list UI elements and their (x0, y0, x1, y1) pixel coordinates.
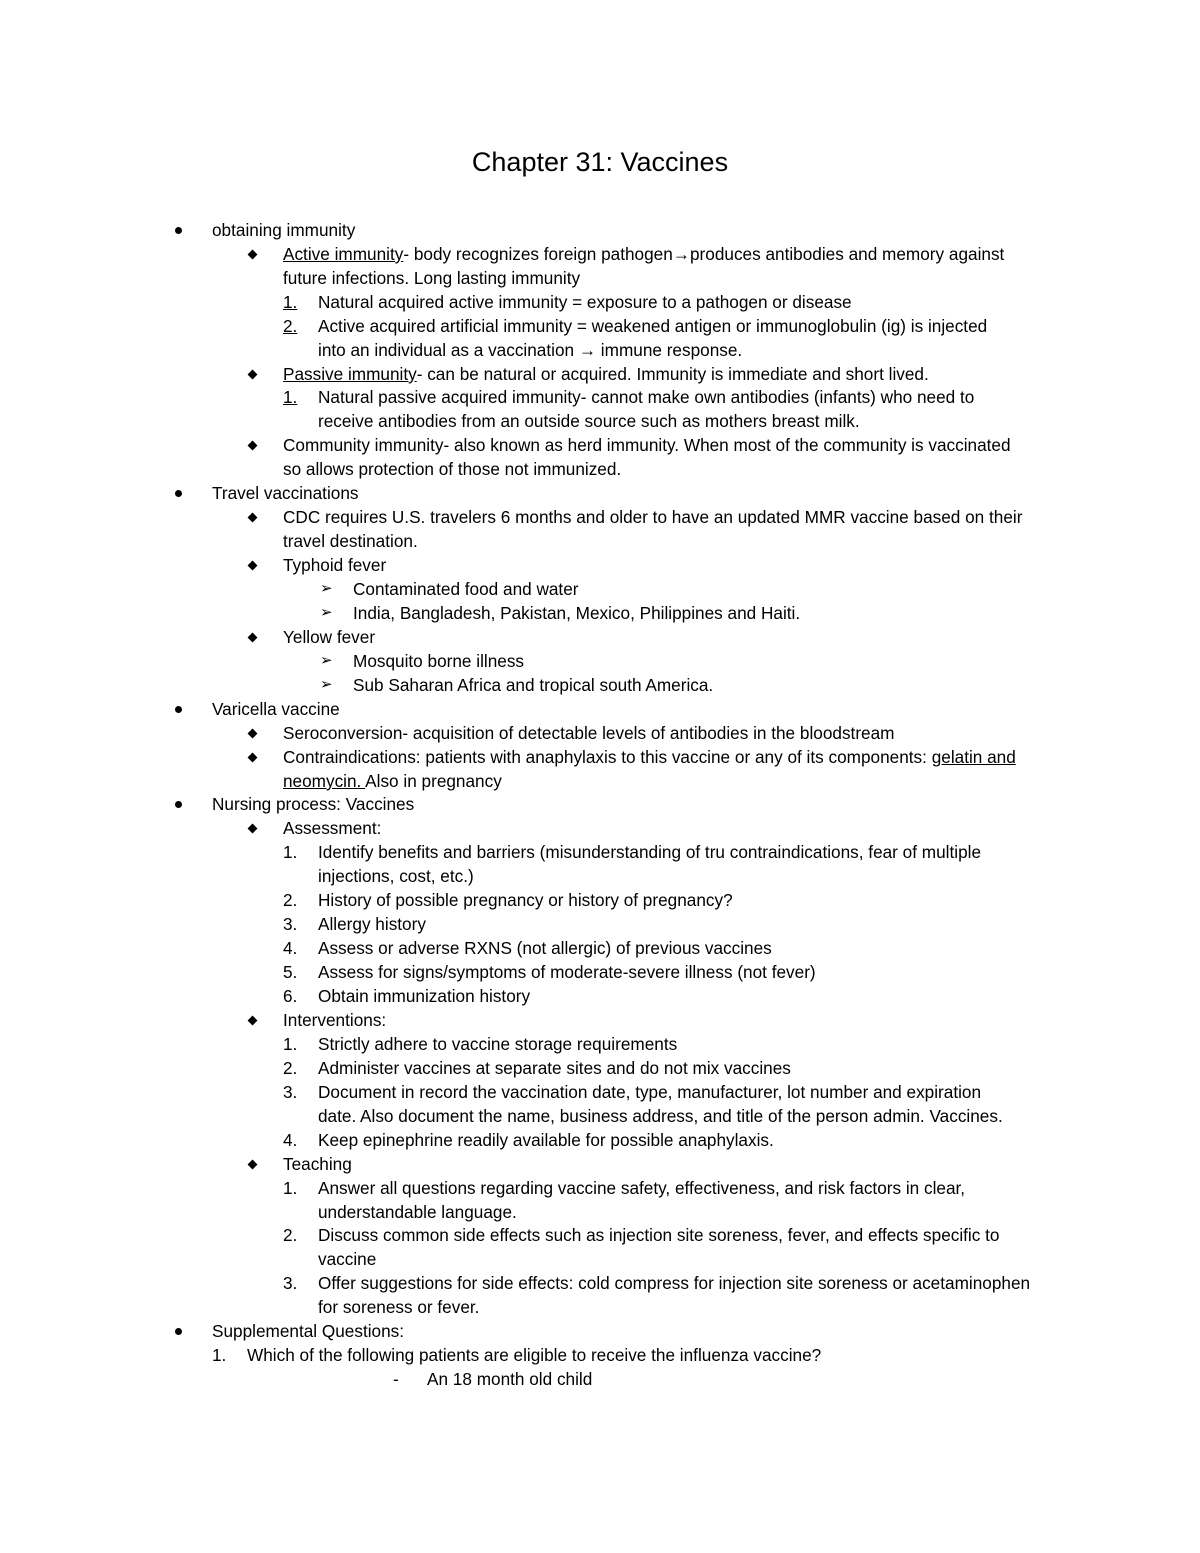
list-marker (212, 1343, 246, 1367)
underlined-text: Passive immunity (283, 364, 417, 384)
text-run: receive antibodies from an outside source such as mothers breast milk. (318, 411, 860, 431)
list-marker (283, 1128, 317, 1152)
text-run: travel destination. (283, 531, 418, 551)
text-line (353, 673, 713, 697)
list-number: 1. (283, 842, 298, 862)
bullet-icon (175, 227, 182, 234)
text-run: An 18 month old child (427, 1369, 593, 1389)
arrow-symbol: → (672, 244, 690, 264)
text-line (212, 218, 355, 242)
text-run: Teaching (283, 1154, 352, 1174)
list-marker (283, 1223, 317, 1247)
text-line (318, 1200, 517, 1224)
text-run: Allergy history (318, 914, 426, 934)
text-line (318, 1176, 965, 1200)
diamond-bullet-icon (248, 824, 258, 834)
text-line (318, 1104, 1003, 1128)
text-run: History of possible pregnancy or history of pregnancy? (318, 890, 733, 910)
list-marker (283, 888, 317, 912)
text-line (353, 649, 524, 673)
text-run: Typhoid fever (283, 555, 387, 575)
list-number: 3. (283, 1273, 298, 1293)
bullet-icon (175, 801, 182, 808)
text-line (318, 338, 742, 362)
list-marker (283, 936, 317, 960)
underlined-text: gelatin and (931, 747, 1016, 767)
text-run: Natural passive acquired immunity- cannot make own antibodies (infants) who need to (318, 387, 975, 407)
text-line (283, 745, 1016, 769)
text-run: Active acquired artificial immunity = weakened antigen or immunoglobulin (ig) is injected (318, 316, 988, 336)
text-line (283, 553, 386, 577)
text-line (318, 409, 860, 433)
text-run: Contaminated food and water (353, 579, 579, 599)
text-line (212, 792, 414, 816)
text-run: Contraindications: patients with anaphylaxis to this vaccine or any of its components: (283, 747, 932, 767)
bullet-icon (175, 1328, 182, 1335)
list-marker (283, 385, 317, 409)
dash-marker: - (393, 1369, 399, 1389)
text-line (318, 840, 981, 864)
text-line (212, 697, 340, 721)
arrow-symbol: → (578, 340, 597, 360)
text-run: Nursing process: Vaccines (212, 794, 415, 814)
diamond-bullet-icon (248, 729, 258, 739)
text-line (318, 864, 474, 888)
text-run: Sub Saharan Africa and tropical south America. (353, 675, 714, 695)
underlined-text: Active immunity (283, 244, 404, 264)
bullet-icon (175, 706, 182, 713)
list-number: 1. (212, 1345, 227, 1365)
text-run: Supplemental Questions: (212, 1321, 405, 1341)
text-run: into an individual as a vaccination (318, 340, 579, 360)
list-marker (283, 1032, 317, 1056)
underlined-text: neomycin. (283, 771, 366, 791)
list-marker (283, 840, 317, 864)
text-run: produces antibodies and memory against (689, 244, 1005, 264)
text-line (283, 266, 580, 290)
diamond-bullet-icon (248, 513, 258, 523)
text-line (318, 984, 530, 1008)
list-number: 5. (283, 962, 298, 982)
text-line (283, 433, 1011, 457)
diamond-bullet-icon (248, 633, 258, 643)
text-run: Yellow fever (283, 627, 376, 647)
list-number: 2. (283, 316, 298, 336)
text-run: Mosquito borne illness (353, 651, 525, 671)
text-line (318, 1295, 479, 1319)
diamond-bullet-icon (248, 561, 258, 571)
list-number: 3. (283, 914, 298, 934)
text-line (318, 1223, 999, 1247)
list-number: 3. (283, 1082, 298, 1102)
text-line (283, 242, 1004, 266)
text-line (283, 769, 502, 793)
text-run: Obtain immunization history (318, 986, 531, 1006)
text-line (283, 505, 1022, 529)
list-number: 1. (283, 1034, 298, 1054)
list-marker (283, 314, 317, 338)
text-run: Assessment: (283, 818, 382, 838)
text-run: Keep epinephrine readily available for possible anaphylaxis. (318, 1130, 774, 1150)
text-run: date. Also document the name, business address, and title of the person admin. Vaccines. (318, 1106, 1003, 1126)
text-run: for soreness or fever. (318, 1297, 480, 1317)
list-marker (283, 912, 317, 936)
text-run: obtaining immunity (212, 220, 356, 240)
diamond-bullet-icon (248, 1160, 258, 1170)
text-line (283, 816, 381, 840)
text-run: - can be natural or acquired. Immunity is immediate and short lived. (416, 364, 929, 384)
list-number: 2. (283, 890, 298, 910)
text-line (283, 1152, 352, 1176)
text-line (353, 601, 800, 625)
text-line (283, 1008, 386, 1032)
arrow-bullet-icon: ➢ (320, 652, 333, 669)
text-line (318, 936, 772, 960)
text-run: Interventions: (283, 1010, 387, 1030)
text-run: India, Bangladesh, Pakistan, Mexico, Philippines and Haiti. (353, 603, 801, 623)
diamond-bullet-icon (248, 441, 258, 451)
list-number: 6. (283, 986, 298, 1006)
text-line (353, 577, 579, 601)
page-title: Chapter 31: Vaccines (471, 147, 729, 177)
text-line (283, 721, 894, 745)
text-run: Also in pregnancy (365, 771, 502, 791)
text-run: Seroconversion- acquisition of detectable levels of antibodies in the bloodstream (283, 723, 895, 743)
text-run: Administer vaccines at separate sites and do not mix vaccines (318, 1058, 791, 1078)
text-run: Community immunity- also known as herd immunity. When most of the community is vaccinated (283, 435, 1011, 455)
text-line (318, 1056, 791, 1080)
arrow-bullet-icon: ➢ (320, 604, 333, 621)
list-number: 4. (283, 1130, 298, 1150)
text-run: Assess for signs/symptoms of moderate-severe illness (not fever) (318, 962, 816, 982)
text-line (318, 1128, 774, 1152)
list-marker (283, 1271, 317, 1295)
text-line (283, 457, 621, 481)
text-run: Answer all questions regarding vaccine safety, effectiveness, and risk factors in clear, (318, 1178, 966, 1198)
text-line (427, 1367, 592, 1391)
text-run: Varicella vaccine (212, 699, 340, 719)
list-marker (283, 290, 317, 314)
list-marker (283, 960, 317, 984)
text-run: understandable language. (318, 1202, 517, 1222)
text-line (318, 314, 987, 338)
diamond-bullet-icon (248, 1016, 258, 1026)
list-number: 1. (283, 292, 298, 312)
text-run: - body recognizes foreign pathogen (403, 244, 673, 264)
text-run: vaccine (318, 1249, 377, 1269)
text-line (283, 625, 375, 649)
text-run: Travel vaccinations (212, 483, 359, 503)
diamond-bullet-icon (248, 250, 258, 260)
text-run: injections, cost, etc.) (318, 866, 474, 886)
list-marker (283, 984, 317, 1008)
text-line (283, 529, 418, 553)
text-line (318, 1080, 981, 1104)
text-run: Assess or adverse RXNS (not allergic) of previous vaccines (318, 938, 772, 958)
text-line (318, 1247, 376, 1271)
list-number: 1. (283, 1178, 298, 1198)
text-run: Identify benefits and barriers (misunderstanding of tru contraindications, fear of multiple (318, 842, 982, 862)
text-run: Strictly adhere to vaccine storage requirements (318, 1034, 678, 1054)
list-number: 1. (283, 387, 298, 407)
list-number: 2. (283, 1225, 298, 1245)
text-line (247, 1343, 821, 1367)
text-run: CDC requires U.S. travelers 6 months and older to have an updated MMR vaccine based on their (283, 507, 1023, 527)
text-run: Document in record the vaccination date, type, manufacturer, lot number and expiration (318, 1082, 982, 1102)
text-line (318, 1032, 677, 1056)
list-marker (393, 1367, 427, 1391)
list-marker (283, 1176, 317, 1200)
bullet-icon (175, 490, 182, 497)
text-line (318, 960, 816, 984)
text-run: immune response. (596, 340, 743, 360)
text-line (212, 1319, 404, 1343)
list-marker (283, 1056, 317, 1080)
text-line (318, 1271, 1030, 1295)
diamond-bullet-icon (248, 753, 258, 763)
text-line (318, 912, 426, 936)
arrow-bullet-icon: ➢ (320, 580, 333, 597)
text-run: Which of the following patients are eligible to receive the influenza vaccine? (247, 1345, 822, 1365)
text-line (318, 385, 974, 409)
text-line (283, 362, 929, 386)
arrow-bullet-icon: ➢ (320, 676, 333, 693)
list-marker (283, 1080, 317, 1104)
text-line (318, 290, 852, 314)
text-line (212, 481, 358, 505)
diamond-bullet-icon (248, 370, 258, 380)
list-number: 4. (283, 938, 298, 958)
text-run: Natural acquired active immunity = exposure to a pathogen or disease (318, 292, 852, 312)
text-run: Discuss common side effects such as injection site soreness, fever, and effects specific to (318, 1225, 1000, 1245)
text-run: so allows protection of those not immunized. (283, 459, 622, 479)
text-run: Offer suggestions for side effects: cold compress for injection site soreness or acetaminophen (318, 1273, 1031, 1293)
list-number: 2. (283, 1058, 298, 1078)
text-run: future infections. Long lasting immunity (283, 268, 581, 288)
text-line (318, 888, 733, 912)
